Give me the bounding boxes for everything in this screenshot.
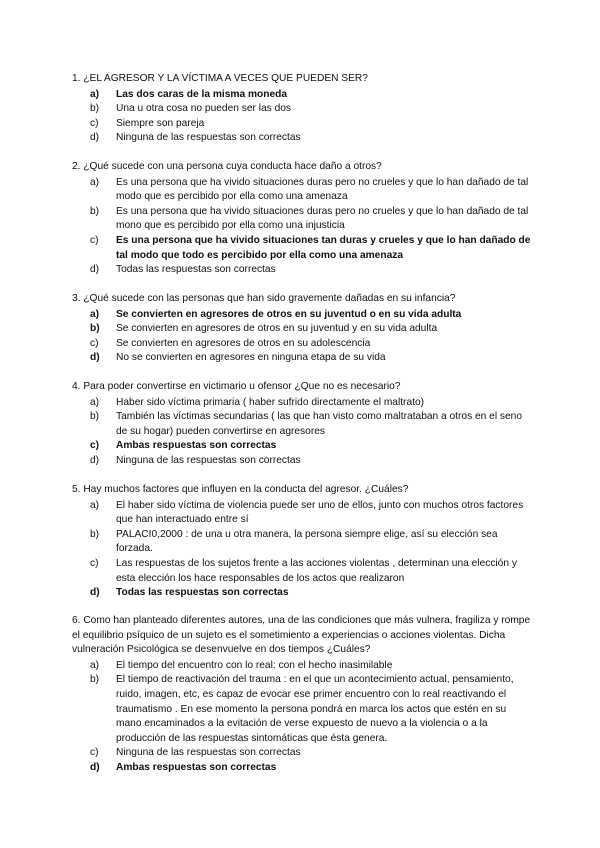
question-5-option-a: a) El haber sido víctima de violencia puede ser uno de ellos, junto con muchos otros factores que han interactuado entre sí bbox=[90, 499, 524, 526]
question-5-option-d: d) Todas las respuestas son correctas bbox=[90, 587, 289, 599]
question-3 bbox=[72, 292, 532, 366]
question-2-option-b: b) Es una persona que ha vivido situaciones duras pero no crueles y que lo han dañado de tal mono que es percibido por ella como una injusticia bbox=[90, 205, 529, 232]
question-5-stem: 5. Hay muchos factores que influyen en la conducta del agresor. ¿Cuáles? bbox=[72, 484, 409, 495]
question-3-option-c: c) Se convierten en agresores de otros en su adolescencia bbox=[90, 337, 371, 349]
question-1 bbox=[72, 72, 532, 146]
question-1-option-b: b) Una u otra cosa no pueden ser las dos bbox=[90, 103, 291, 115]
question-1-stem: 1. ¿EL AGRESOR Y LA VÍCTIMA A VECES QUE PUEDEN SER? bbox=[72, 73, 368, 84]
question-3-option-b: b) Se convierten en agresores de otros en su juventud y en su vida adulta bbox=[90, 323, 438, 335]
question-6-option-d: d) Ambas respuestas son correctas bbox=[90, 761, 277, 773]
question-2-option-c: c) Es una persona que ha vivido situaciones tan duras y crueles y que lo han dañado de tal modo que todo es percibido por ella como una amenaza bbox=[90, 234, 531, 261]
question-4-stem: 4. Para poder convertirse en victimario u ofensor ¿Que no es necesario? bbox=[72, 381, 401, 392]
question-1-option-d: d) Ninguna de las respuestas son correctas bbox=[90, 132, 301, 144]
question-2-option-d: d) Todas las respuestas son correctas bbox=[90, 264, 276, 276]
question-6-stem: 6. Como han planteado diferentes autores, una de las condiciones que más vulnera, fragiliza y rompe el equilibrio psíquico de un sujeto es el sometimiento a experiencias o acciones violentas. Dicha vulneración Psicológica se desenvuelve en dos tiempos ¿Cuáles? bbox=[72, 615, 531, 656]
question-1-option-a: a) Las dos caras de la misma moneda bbox=[90, 88, 287, 100]
question-4-option-d: d) Ninguna de las respuestas son correctas bbox=[90, 454, 301, 466]
question-5 bbox=[72, 483, 532, 601]
question-2 bbox=[72, 160, 532, 278]
question-3-option-a: a) Se convierten en agresores de otros en su juventud o en su vida adulta bbox=[90, 308, 462, 320]
question-3-stem: 3. ¿Qué sucede con las personas que han sido gravemente dañadas en su infancia? bbox=[72, 293, 456, 304]
question-2-option-a: a) Es una persona que ha vivido situaciones duras pero no crueles y que lo han dañado de tal modo que es percibido por ella como una amenaza bbox=[90, 176, 529, 203]
question-4 bbox=[72, 380, 532, 469]
question-4-option-c: c) Ambas respuestas son correctas bbox=[90, 440, 277, 452]
question-5-option-c: c) Las respuestas de los sujetos frente a las acciones violentas , determinan una elección y esta elección los hace responsables de los actos que realizaron bbox=[90, 557, 517, 584]
question-4-option-b: b) También las víctimas secundarias ( las que han visto como maltrataban a otros en el seno de su hogar) pueden convertirse en agresores bbox=[90, 411, 523, 437]
question-4-option-a: a) Haber sido víctima primaria ( haber sufrido directamente el maltrato) bbox=[90, 396, 425, 408]
question-6-option-a: a) El tiempo del encuentro con lo real: con el hecho inasimilable bbox=[90, 659, 393, 671]
question-1-option-c: c) Siempre son pareja bbox=[90, 117, 205, 129]
question-6-option-c: c) Ninguna de las respuestas son correctas bbox=[90, 747, 301, 759]
question-3-option-d: d) No se convierten en agresores en ninguna etapa de su vida bbox=[90, 352, 386, 364]
question-6 bbox=[72, 614, 532, 776]
question-6-option-b: b) El tiempo de reactivación del trauma : en el que un acontecimiento actual, pensamiento, ruido, imagen, etc, es capaz de evocar ese primer encuentro con lo real reactivando el traumatismo . En ese momento la persona pondrá en marca los actos que estén en su mano encaminados a la evitación de verse expuesto de nuevo a la violencia o a la producción de las respuestas sintomáticas que ésta genera. bbox=[90, 674, 514, 744]
question-2-stem: 2. ¿Qué sucede con una persona cuya conducta hace daño a otros? bbox=[72, 161, 382, 172]
question-5-option-b: b) PALACI0,2000 : de una u otra manera, la persona siempre elige, así su elección sea forzada. bbox=[90, 528, 498, 555]
